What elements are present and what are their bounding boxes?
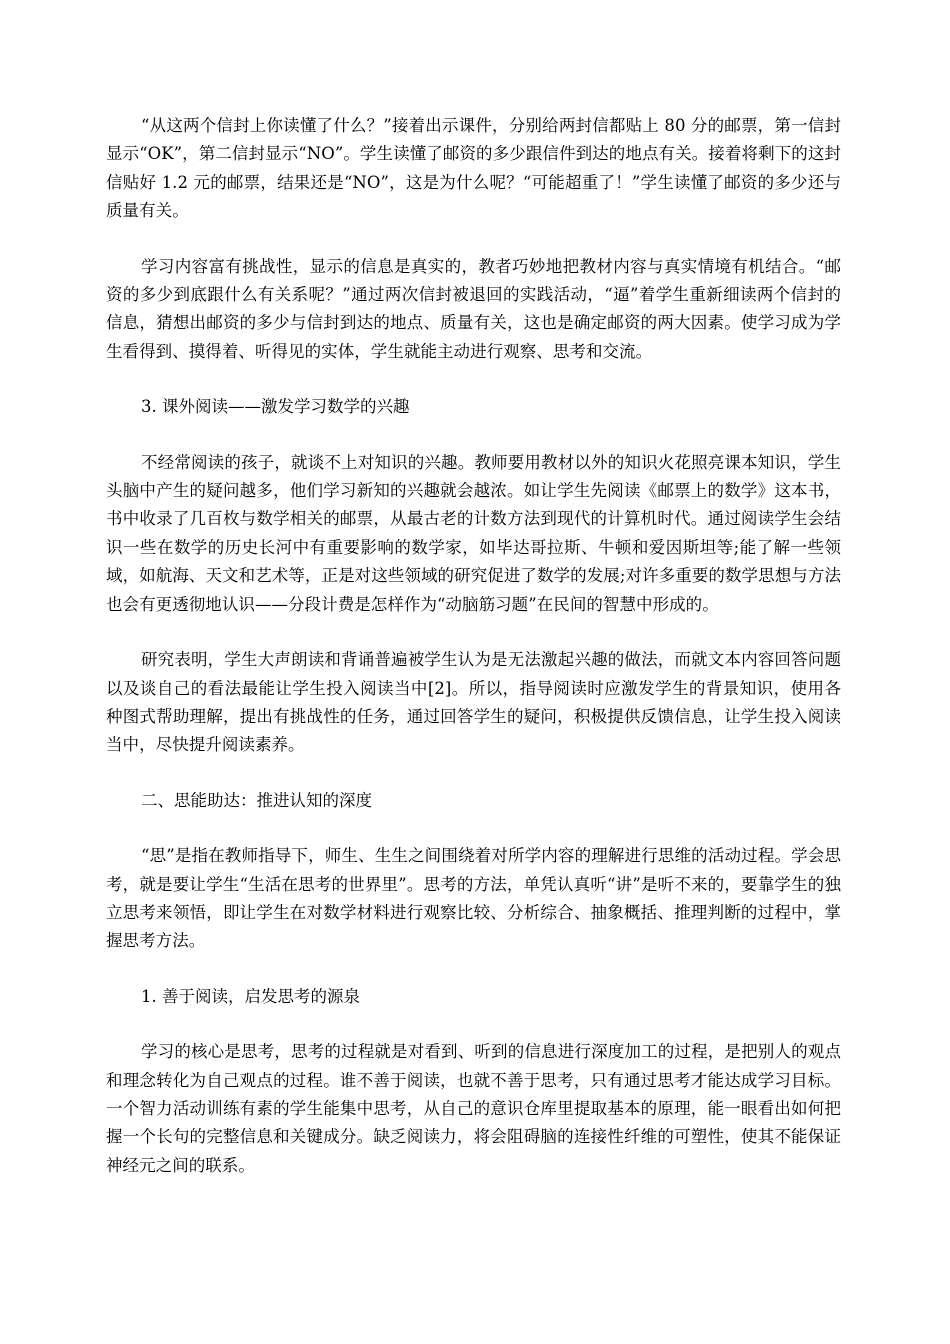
paragraph-research-findings: 研究表明，学生大声朗读和背诵普遍被学生认为是无法激起兴趣的做法，而就文本内容回答问题以及谈自己的看法最能让学生投入阅读当中[2]。所以，指导阅读时应激发学生的背景知识，使用各种图式帮助理解，提出有挑战性的任务，通过回答学生的疑问，积极提供反馈信息，让学生投入阅读当中，尽快提升阅读素养。 — [106, 650, 841, 755]
paragraph-thinking-definition: “思”是指在教师指导下，师生、生生之间围绕着对所学内容的理解进行思维的活动过程。学会思考，就是要让学生“生活在思考的世界里”。思考的方法，单凭认真听“讲”是听不来的，要靠学生的独立思考来领悟，即让学生在对数学材料进行观察比较、分析综合、抽象概括、推理判断的过程中，掌握思考方法。 — [106, 846, 841, 951]
paragraph-core-of-learning: 学习的核心是思考，思考的过程就是对看到、听到的信息进行深度加工的过程，是把别人的观点和理念转化为自己观点的过程。谁不善于阅读，也就不善于思考，只有通过思考才能达成学习目标。一个智力活动训练有素的学生能集中思考，从自己的意识仓库里提取基本的原理，能一眼看出如何把握一个长句的完整信息和关键成分。缺乏阅读力，将会阻碍脑的连接性纤维的可塑性，使其不能保证神经元之间的联系。 — [106, 1042, 841, 1175]
section-heading-good-at-reading: 1. 善于阅读，启发思考的源泉 — [141, 986, 360, 1006]
section-heading-thinking-depth: 二、思能助达：推进认知的深度 — [141, 790, 372, 810]
paragraph-challenging-content: 学习内容富有挑战性，显示的信息是真实的，教者巧妙地把教材内容与真实情境有机结合。“邮资的多少到底跟什么有关系呢？”通过两次信封被退回的实践活动，“逼”着学生重新细读两个信封的信息，猜想出邮资的多少与信封到达的地点、质量有关，这也是确定邮资的两大因素。使学习成为学生看得到、摸得着、听得见的实体，学生就能主动进行观察、思考和交流。 — [106, 256, 841, 361]
section-heading-extracurricular-reading: 3. 课外阅读——激发学习数学的兴趣 — [141, 397, 410, 417]
paragraph-envelope-reading: “从这两个信封上你读懂了什么？”接着出示课件，分别给两封信都贴上 80 分的邮票，第一信封显示“OK”，第二信封显示“NO”。学生读懂了邮资的多少跟信件到达的地点有关。接着将剩下的这封信贴好 1.2 元的邮票，结果还是“NO”，这是为什么呢？“可能超重了！”学生读懂了邮资的多少还与质量有关。 — [106, 116, 841, 221]
document-page — [106, 112, 841, 1180]
paragraph-reading-interest: 不经常阅读的孩子，就谈不上对知识的兴趣。教师要用教材以外的知识火花照亮课本知识，学生头脑中产生的疑问越多，他们学习新知的兴趣就会越浓。如让学生先阅读《邮票上的数学》这本书，书中收录了几百枚与数学相关的邮票，从最古老的计数方法到现代的计算机时代。通过阅读学生会结识一些在数学的历史长河中有重要影响的数学家，如毕达哥拉斯、牛顿和爱因斯坦等;能了解一些领域，如航海、天文和艺术等，正是对这些领域的研究促进了数学的发展;对许多重要的数学思想与方法也会有更透彻地认识——分段计费是怎样作为“动脑筋习题”在民间的智慧中形成的。 — [106, 452, 841, 614]
